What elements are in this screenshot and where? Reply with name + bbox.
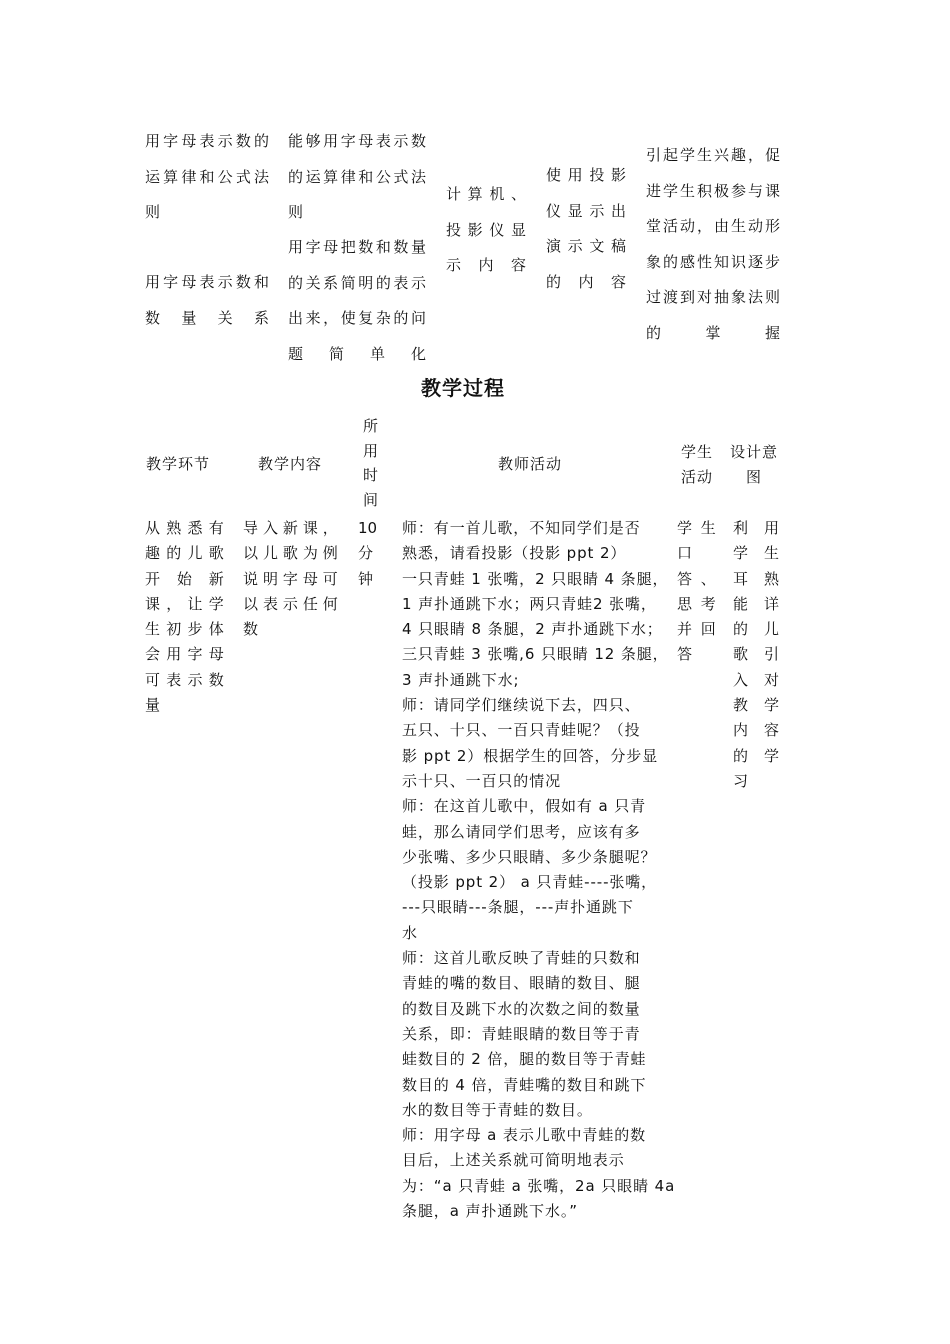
teacher-activity-line: 师：用字母 a 表示儿歌中青蛙的数 (402, 1126, 647, 1145)
teacher-activity-line: 师：有一首儿歌，不知同学们是否 (402, 519, 641, 537)
teacher-activity-line: 蛙，那么请同学们思考，应该有多 (402, 822, 641, 841)
teacher-activity-line: 师：在这首儿歌中，假如有 a 只青 (402, 797, 647, 816)
teacher-activity-line: 蛙数目的 2 倍，腿的数目等于青蛙 (402, 1050, 647, 1069)
teacher-activity-line: 3 声扑通跳下水; (402, 670, 520, 689)
teacher-activity-line: 少张嘴、多少只眼睛、多少条腿呢？ (402, 847, 657, 866)
header-student: 学生活动 (680, 443, 713, 486)
header-design: 设计意图 (729, 443, 778, 486)
top-row1-col2: 能够用字母表示数的运算律和公式法则 (288, 132, 428, 221)
teacher-activity-line: 的数目及跳下水的次数之间的数量 (402, 999, 641, 1018)
row-student-activity: 学生口答、思考并回答 (677, 519, 717, 664)
header-stage: 教学环节 (146, 455, 211, 473)
row-teacher-activity (402, 516, 676, 1224)
teacher-activity-line: 目后，上述关系就可简明地表示 (402, 1151, 625, 1170)
header-time: 所用时间 (362, 417, 379, 509)
teacher-activity-line: ---只眼睛---条腿，---声扑通跳下 (402, 898, 634, 917)
section-title: 教学过程 (421, 376, 505, 400)
teacher-activity-line: 1 声扑通跳下水；两只青蛙2 张嘴， (402, 594, 657, 613)
teacher-activity-line: 师：请同学们继续说下去，四只、 (402, 696, 641, 715)
teacher-activity-line: 水 (402, 923, 418, 942)
teacher-activity-line: 为：“a 只青蛙 a 张嘴，2a 只眼睛 4a (402, 1176, 676, 1195)
teacher-activity-line: （投影 ppt 2） a 只青蛙----张嘴， (402, 873, 658, 892)
teacher-activity-line: 条腿，a 声扑通跳下水。” (402, 1202, 578, 1221)
row-design-col1: 利学耳能的歌入教内的习 (733, 519, 750, 790)
header-teacher: 教师活动 (498, 455, 563, 473)
teacher-activity-line: 数目的 4 倍，青蛙嘴的数目和跳下 (402, 1075, 647, 1094)
row-time: 10分钟 (358, 519, 378, 588)
teacher-activity-line: 4 只眼睛 8 条腿，2 声扑通跳下水； (402, 620, 663, 639)
teacher-activity-line: 五只、十只、一百只青蛙呢？（投 (402, 721, 641, 740)
teacher-activity-line: 师：这首儿歌反映了青蛙的只数和 (402, 949, 641, 968)
teacher-activity-line: 影 ppt 2）根据学生的回答，分步显 (402, 746, 659, 765)
top-col5-purpose: 引起学生兴趣，促进学生积极参与课堂活动，由生动形象的感性知识逐步过渡到对抽象法则的掌握 (646, 146, 783, 342)
row-design-col2: 用生熟详儿引对学容学 (764, 519, 781, 765)
header-content: 教学内容 (258, 455, 323, 473)
top-row2-col2: 用字母把数和数量的关系简明的表示出来，使复杂的问题简单化 (288, 238, 428, 363)
top-row2-col1: 用字母表示数和数量关系 (145, 273, 271, 327)
row-content: 导入新课，以儿歌为例说明字母可以表示任何数 (243, 519, 339, 639)
teacher-activity-line: 示十只、一百只的情况 (402, 771, 562, 790)
top-col3-equipment: 计算机、投影仪显示内容 (446, 185, 528, 274)
teacher-activity-line: 水的数目等于青蛙的数目。 (402, 1100, 593, 1119)
teacher-activity-line: 关系，即：青蛙眼睛的数目等于青 (402, 1024, 641, 1043)
teacher-activity-line: 熟悉，请看投影（投影 ppt 2） (402, 544, 627, 563)
row-stage: 从熟悉有趣的儿歌开始新课，让学生初步体会用字母可表示数量 (145, 519, 225, 715)
teacher-activity-line: 一只青蛙 1 张嘴，2 只眼睛 4 条腿， (402, 569, 669, 588)
top-row1-col1: 用字母表示数的运算律和公式法则 (145, 132, 271, 221)
teacher-activity-line: 青蛙的嘴的数目、眼睛的数目、腿 (402, 974, 641, 993)
teacher-activity-line: 三只青蛙 3 张嘴,6 只眼睛 12 条腿， (402, 645, 669, 664)
top-col4-method: 使用投影仪显示出演示文稿的内容 (546, 166, 628, 291)
